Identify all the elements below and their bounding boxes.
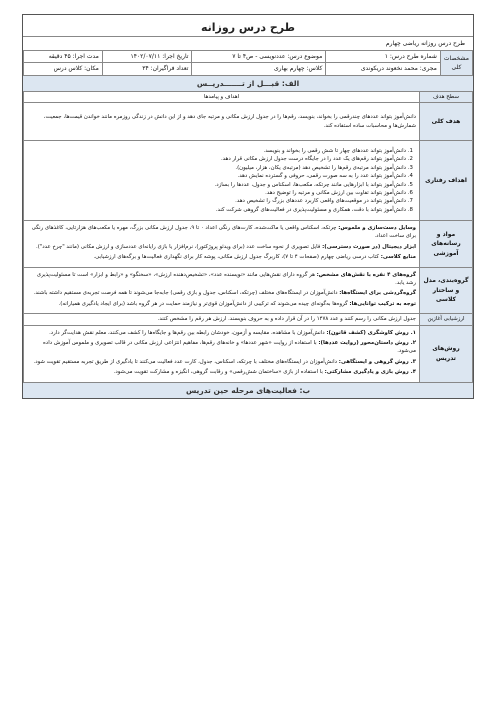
lesson-place: مکان: کلاس درس bbox=[24, 63, 103, 75]
grouping-item: گروه‌گردشی برای ایستگاه‌ها: دانش‌آموزان در ایستگاه‌های مختلف (چرتکه، اسکناس، جدول و بازی رقمی) جابه‌جا می‌شوند تا همه فرصت تجربه‌ی مستقیم داشته باشند. bbox=[33, 290, 416, 297]
behavioral-goals-cell bbox=[24, 141, 420, 221]
general-goal-text: دانش‌آموز بتواند عددهای چندرقمی را بخواند، بنویسد، رقم‌ها را در جدول ارزش مکانی و مرتبه جای دهد و از این دانش در زندگی روزمره مانند خواندن قیمت‌ها، جمعیت، شمارش‌ها و محاسبات ساده استفاده کند. bbox=[24, 103, 420, 141]
section-b-banner: ب: فعالیت‌های مرحله حین تدریس bbox=[23, 383, 473, 398]
lesson-duration: مدت اجرا: ۴۵ دقیقه bbox=[24, 51, 103, 63]
behavioral-goal-item: 4. دانش‌آموز بتواند عدد را به سه صورت رقمی، حروفی و گسترده نمایش دهد. bbox=[27, 172, 406, 180]
page-subtitle: طرح درس روزانه ریاضی چهارم bbox=[23, 36, 473, 50]
lesson-date: تاریخ اجرا: ۱۴۰۲/۰۷/۱۱ bbox=[102, 51, 192, 63]
plan-number: شماره طرح درس: ۱ bbox=[326, 51, 441, 63]
meta-side-label: مشخصات کلی bbox=[440, 51, 472, 76]
behavioral-goal-item: 1. دانش‌آموز بتواند عددهای چهار تا شش رقمی را بخواند و بنویسد. bbox=[27, 147, 406, 155]
goal-level-value: اهداف و پیامدها bbox=[24, 91, 420, 103]
goal-level-label: سطح هدف bbox=[420, 91, 473, 103]
materials-item: منابع کلاسی: کتاب درسی ریاضی چهارم (صفحات ۴ تا ۷)، کاربرگ جدول ارزش مکانی، پوشه کار برای نگهداری فعالیت‌ها و برگه‌های ارزشیابی. bbox=[93, 254, 416, 261]
grouping-item: گروه‌های ۴ نفره با نقش‌های مشخص: هر گروه دارای نقش‌هایی مانند «نویسنده عدد»، «تشخیص‌دهنده ارزش»، «سخنگو» و «رابط و ابزار» است تا مسئولیت‌پذیری رشد یابد. bbox=[36, 271, 416, 286]
assessment-text: جدول ارزش مکانی را رسم کنند و عدد ۱۴۷۸ را در آن قرار داده و به حروف بنویسند. ارزش هر رقم را مشخص کنند. bbox=[24, 314, 420, 326]
method-item: ۱. روش کاوشگری (کشف قانون): دانش‌آموزان با مشاهده، مقایسه و آزمون، خودشان رابطه بین رقم‌ها و جایگاه‌ها را کشف می‌کنند، معلم نقش هدایت‌گر دارد. bbox=[49, 329, 416, 336]
class-name: کلاس: چهارم بهاری bbox=[192, 63, 326, 75]
method-item: ۳. روش گروهی و ایستگاهی: دانش‌آموزان در ایستگاه‌های مختلف با چرتکه، اسکناس، جدول، کارت عدد فعالیت می‌کنند تا یادگیری از طریق تجربه مستقیم تقویت شود. bbox=[33, 358, 416, 365]
teacher-name: مجری: محمد نخعوند دریکوندی bbox=[326, 63, 441, 75]
grouping-label: گروه‌بندی، مدل و ساختار کلاسی bbox=[420, 267, 473, 314]
general-goal-label: هدف کلی bbox=[420, 103, 473, 141]
materials-item: ابزار دیجیتال (در صورت دسترسی): فایل تصویری از نحوه ساخت عدد (برای ویدئو پروژکتور)، نرم‌افزار یا بازی رایانه‌ای عددسازی و ارزش مکانی (مانند "چرخ عدد"). bbox=[35, 243, 416, 250]
materials-label: مواد و رسانه‌های آموزشی bbox=[420, 221, 473, 268]
grouping-cell bbox=[24, 267, 420, 314]
behavioral-goals-label: اهداف رفتاری bbox=[420, 141, 473, 221]
materials-item: وسایل دست‌سازی و ملموس: چرتکه، اسکناس واقعی یا ماکت‌شده، کارت‌های رنگی اعداد ۰ تا ۹، جدول ارزش مکانی بزرگ، مهره یا مکعب‌های هزارتایی، کاغذهای رنگی برای ساخت اعداد. bbox=[31, 225, 416, 240]
plan-table bbox=[23, 91, 473, 383]
section-a-banner: الف: قبـــل از تـــــــدریــس bbox=[23, 76, 473, 91]
behavioral-goal-item: 5. دانش‌آموز بتواند با ابزارهایی مانند چرتکه، مکعب‌ها، اسکناس و جدول، عددها را بسازد. bbox=[27, 181, 406, 189]
methods-cell bbox=[24, 325, 420, 382]
behavioral-goals-list bbox=[27, 147, 416, 214]
methods-label: روش‌های تدریس bbox=[420, 325, 473, 382]
behavioral-goal-item: 8. دانش‌آموز بتواند با دقت، همکاری و مسئولیت‌پذیری در فعالیت‌های گروهی شرکت کند. bbox=[27, 206, 406, 214]
behavioral-goal-item: 3. دانش‌آموز بتواند مرتبه‌ی رقم‌ها را تشخیص دهد (مرتبه‌ی یکان، هزار، میلیون). bbox=[27, 164, 406, 172]
method-item: ۴. روش بازی و یادگیری مشارکتی: با استفاده از بازی «ساختمان شش‌رقمی» و رقابت گروهی، انگیزه و مشارکت تقویت می‌شود. bbox=[113, 369, 416, 376]
behavioral-goal-item: 7. دانش‌آموز بتواند در موقعیت‌های واقعی کاربرد عددهای بزرگ را تشخیص دهد. bbox=[27, 197, 406, 205]
lesson-topic: موضوع درس: عددنویسی - ص۴ تا ۷ bbox=[192, 51, 326, 63]
lesson-plan-frame bbox=[22, 14, 474, 399]
materials-cell bbox=[24, 221, 420, 268]
page-title: طرح درس روزانه bbox=[200, 21, 296, 34]
method-item: ۲. روش داستان‌محور (روایت عددها): با استفاده از روایت «شهر عددها» و خانه‌های رقم‌ها، مفاهیم انتزاعی ارزش مکانی در قالب تصویری و ملموس آموزش داده می‌شود. bbox=[42, 340, 416, 355]
behavioral-goal-item: 2. دانش‌آموز بتواند رقم‌های یک عدد را در جایگاه درست جدول ارزش مکانی قرار دهد. bbox=[27, 155, 406, 163]
assessment-label: ارزشیابی آغازین bbox=[420, 314, 473, 326]
meta-table bbox=[23, 50, 473, 76]
behavioral-goal-item: 6. دانش‌آموز بتواند تفاوت بین ارزش مکانی و مرتبه را توضیح دهد. bbox=[27, 189, 406, 197]
student-count: تعداد فراگیران: ۳۴ bbox=[102, 63, 192, 75]
grouping-item: توجه به ترکیب توانایی‌ها: گروه‌ها به‌گونه‌ای چیده می‌شوند که ترکیبی از دانش‌آموزان قوی‌تر و نیازمند حمایت در هر گروه باشد (برای ایجاد یادگیری همیارانه). bbox=[58, 300, 416, 307]
